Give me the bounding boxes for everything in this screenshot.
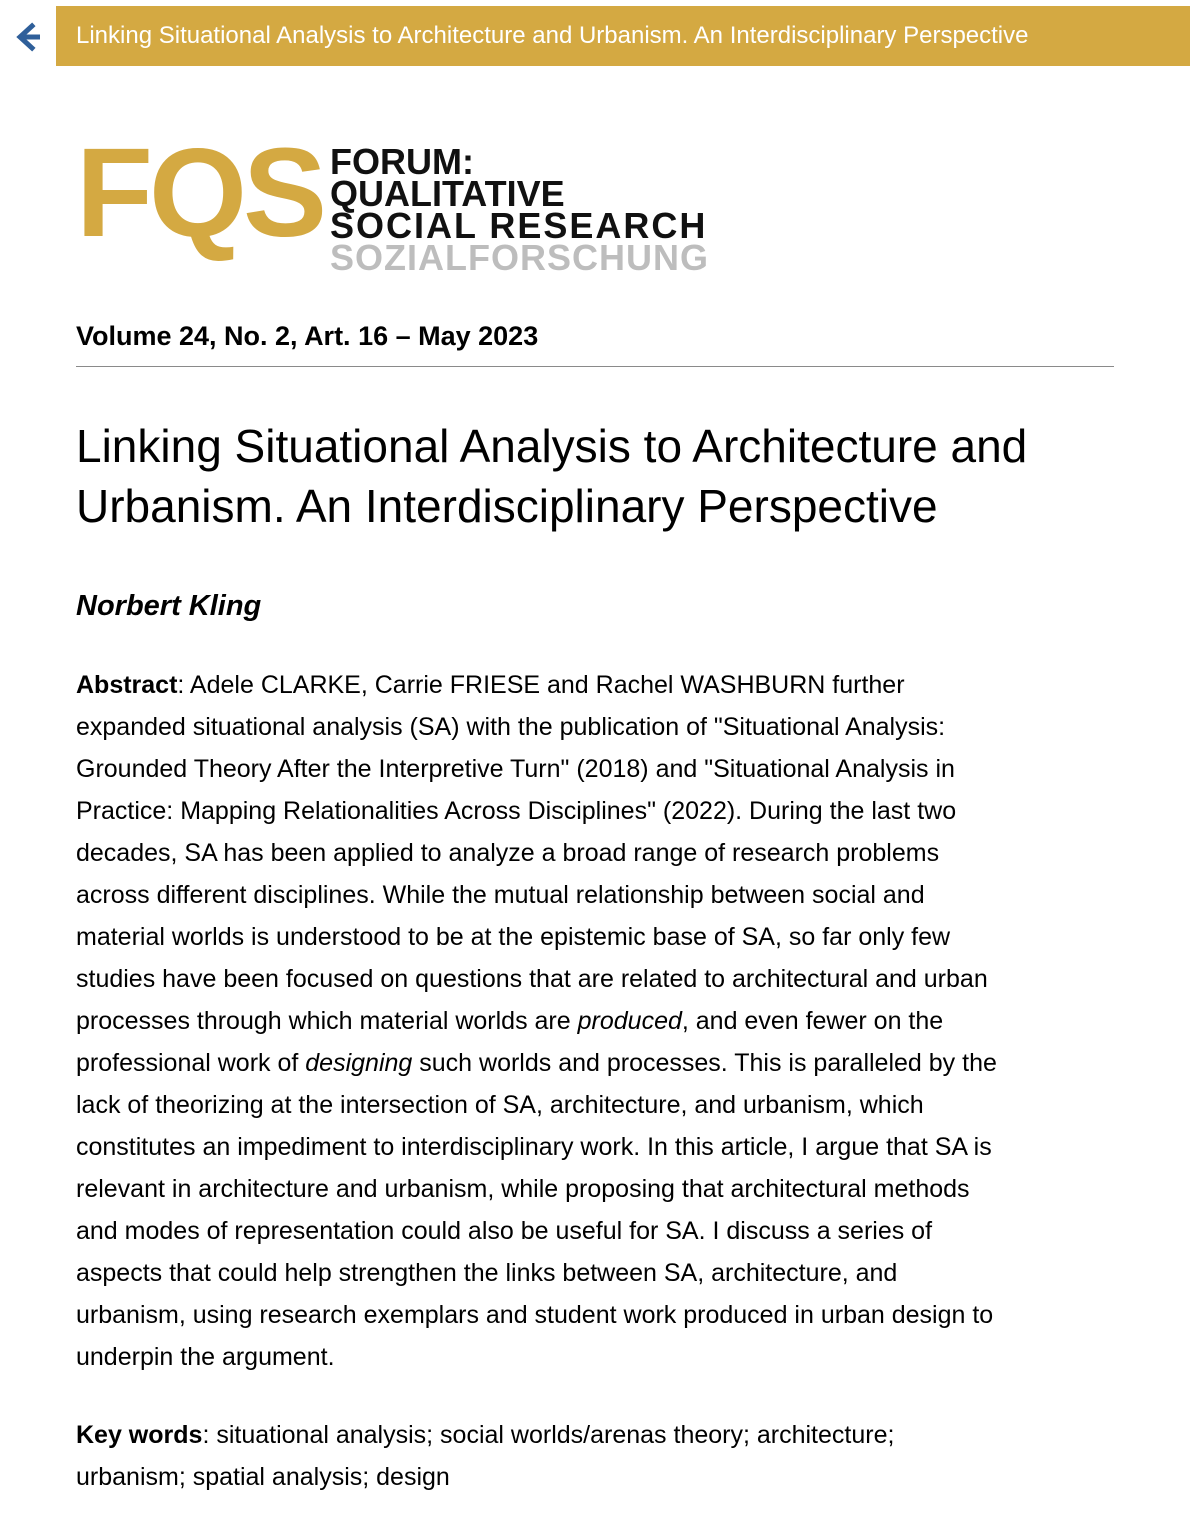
abstract-line: Practice: Mapping Relationalities Across Disciplines" (2022). During the last two [76, 797, 957, 825]
logo-text [330, 141, 716, 278]
abstract-line: studies have been focused on questions that are related to architectural and urban [76, 965, 988, 993]
journal-logo [76, 122, 716, 278]
keywords [76, 1414, 1116, 1498]
volume-info: Volume 24, No. 2, Art. 16 – May 2023 [76, 321, 539, 351]
back-button[interactable] [10, 20, 44, 54]
keywords-line-1: Key words: situational analysis; social worlds/arenas theory; architecture; [76, 1421, 895, 1449]
logo-mark: FQS [76, 122, 324, 263]
article-title-line-2: Urbanism. An Interdisciplinary Perspective [76, 480, 938, 532]
abstract-label: Abstract [76, 671, 178, 699]
abstract-line: relevant in architecture and urbanism, while proposing that architectural methods [76, 1175, 970, 1203]
article-title [76, 416, 1136, 536]
abstract-line: urbanism, using research exemplars and student work produced in urban design to [76, 1301, 994, 1329]
abstract-line: across different disciplines. While the mutual relationship between social and [76, 881, 925, 909]
abstract-line: and modes of representation could also be useful for SA. I discuss a series of [76, 1217, 933, 1245]
abstract-line: lack of theorizing at the intersection of SA, architecture, and urbanism, which [76, 1091, 924, 1119]
logo-line-3: SOZIALFORSCHUNG [330, 237, 709, 278]
emphasis-produced: produced [577, 1007, 682, 1035]
abstract-line: expanded situational analysis (SA) with the publication of "Situational Analysis: [76, 713, 946, 741]
top-bar [0, 0, 1190, 66]
abstract-line: processes through which material worlds are produced, and even fewer on the [76, 1007, 944, 1035]
logo-line-1: FORUM: QUALITATIVE [330, 141, 565, 214]
abstract-line-1: Abstract: Adele CLARKE, Carrie FRIESE and Rachel WASHBURN further [76, 671, 905, 699]
abstract-line: underpin the argument. [76, 1343, 335, 1371]
article-title-line-1: Linking Situational Analysis to Architecture and [76, 420, 1028, 472]
abstract-line: Grounded Theory After the Interpretive Turn" (2018) and "Situational Analysis in [76, 755, 955, 783]
abstract-line: professional work of designing such worlds and processes. This is paralleled by the [76, 1049, 997, 1077]
abstract-line: material worlds is understood to be at the epistemic base of SA, so far only few [76, 923, 951, 951]
arrow-left-icon [10, 20, 44, 54]
abstract-line: aspects that could help strengthen the links between SA, architecture, and [76, 1259, 898, 1287]
abstract-line: constitutes an impediment to interdisciplinary work. In this article, I argue that SA is [76, 1133, 992, 1161]
emphasis-designing: designing [305, 1049, 413, 1077]
logo-line-2: SOCIAL RESEARCH [330, 205, 708, 246]
divider [76, 366, 1114, 367]
author-name: Norbert Kling [76, 590, 262, 622]
abstract-line: decades, SA has been applied to analyze a broad range of research problems [76, 839, 940, 867]
title-banner: Linking Situational Analysis to Architecture and Urbanism. An Interdisciplinary Perspective [56, 6, 1190, 66]
keywords-line-2: urbanism; spatial analysis; design [76, 1463, 450, 1491]
abstract [76, 664, 1116, 1378]
keywords-label: Key words [76, 1421, 203, 1449]
